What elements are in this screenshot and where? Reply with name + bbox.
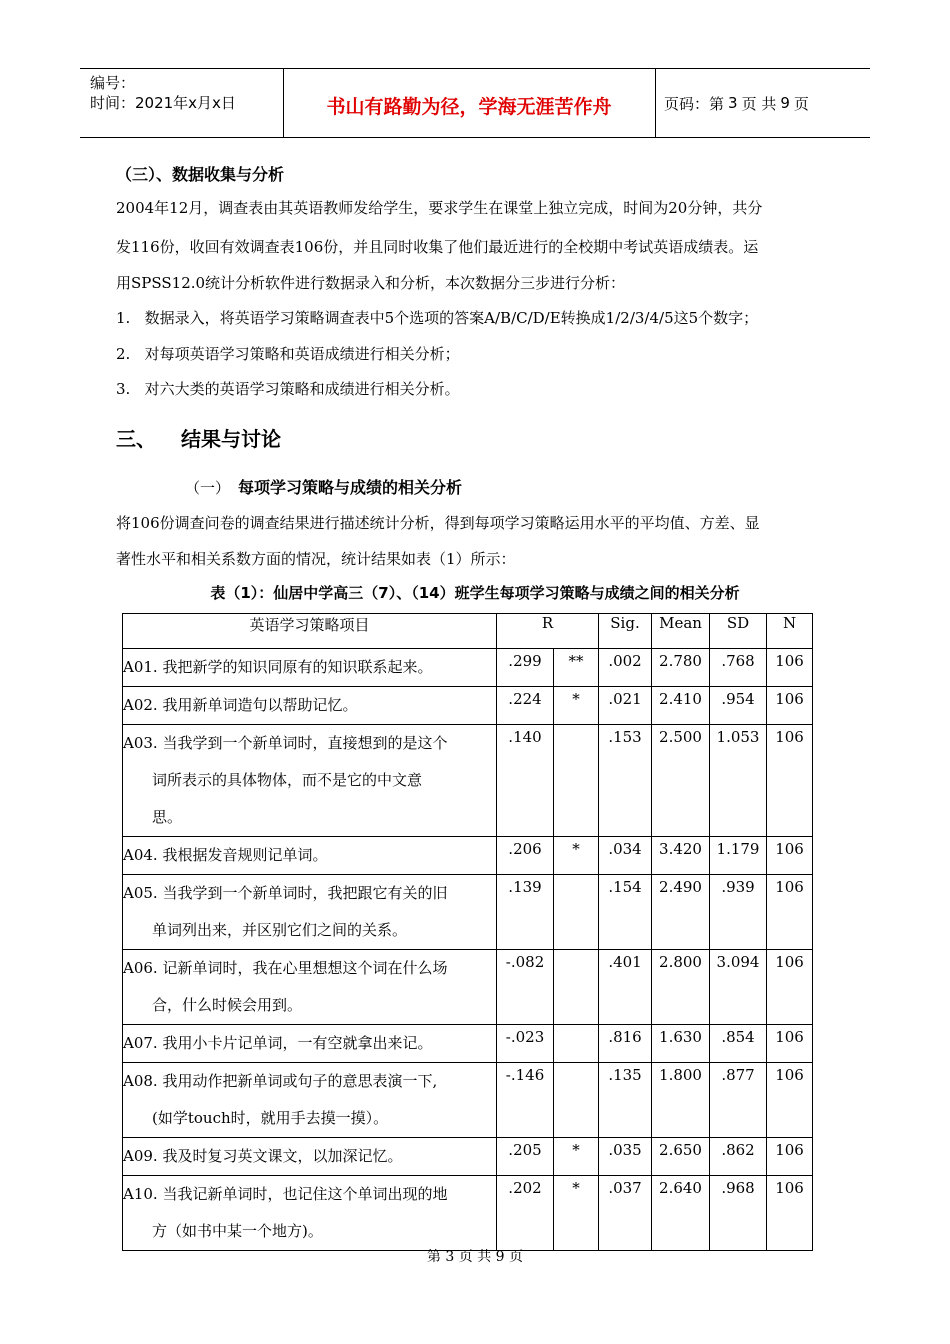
table-row <box>123 649 813 687</box>
cell-r: .202 <box>497 1176 554 1251</box>
table-row <box>123 875 813 950</box>
strategy-item-cell <box>123 725 497 837</box>
cell-sd: 3.094 <box>710 950 767 1025</box>
cell-n: 106 <box>767 687 813 725</box>
cell-sd: .862 <box>710 1138 767 1176</box>
cell-mean: 2.410 <box>652 687 710 725</box>
page-total: 9 <box>780 94 790 112</box>
strategy-item-text: (如学touch时，就用手去摸一摸）。 <box>152 1109 389 1127</box>
strategy-item-text: A03. 当我学到一个新单词时，直接想到的是这个 <box>123 734 448 752</box>
table-row <box>123 950 813 1025</box>
table-header-row <box>123 614 813 649</box>
strategy-item-cell <box>123 1176 497 1251</box>
strategy-item-cell <box>123 950 497 1025</box>
cell-star <box>554 950 599 1025</box>
step-item: 1. 数据录入，将英语学习策略调查表中5个选项的答案A/B/C/D/E转换成1/2/3/4/5这5个数字； <box>116 309 759 327</box>
table-row <box>123 837 813 875</box>
cell-sig: .153 <box>599 725 652 837</box>
table-row <box>123 1138 813 1176</box>
cell-r: .224 <box>497 687 554 725</box>
header-sig: Sig. <box>599 614 652 649</box>
cell-mean: 3.420 <box>652 837 710 875</box>
para-line: 用SPSS12.0统计分析软件进行数据录入和分析，本次数据分三步进行分析： <box>116 274 626 292</box>
cell-sig: .816 <box>599 1025 652 1063</box>
cell-star: * <box>554 1138 599 1176</box>
header-sd: SD <box>710 614 767 649</box>
cell-r: .299 <box>497 649 554 687</box>
header-mean: Mean <box>652 614 710 649</box>
strategy-item-text: 方（如书中某一个地方)。 <box>152 1222 323 1240</box>
strategy-table <box>122 613 813 1251</box>
cell-r: .139 <box>497 875 554 950</box>
cell-sig: .401 <box>599 950 652 1025</box>
cell-sd: 1.053 <box>710 725 767 837</box>
strategy-item-cell <box>123 1138 497 1176</box>
table-row <box>123 1063 813 1138</box>
strategy-item-text: A02. 我用新单词造句以帮助记忆。 <box>123 696 358 714</box>
strategy-item-text: 思。 <box>152 808 183 826</box>
cell-mean: 2.640 <box>652 1176 710 1251</box>
cell-n: 106 <box>767 1063 813 1138</box>
cell-mean: 1.630 <box>652 1025 710 1063</box>
table-caption: 表（1）：仙居中学高三（7）、（14）班学生每项学习策略与成绩之间的相关分析 <box>210 584 740 602</box>
strategy-item-text: 单词列出来，并区别它们之间的关系。 <box>152 921 408 939</box>
header-motto: 书山有路勤为径，学海无涯苦作舟 <box>283 69 656 137</box>
cell-sd: 1.179 <box>710 837 767 875</box>
table-row <box>123 1176 813 1251</box>
part-number: 三、 <box>116 427 156 451</box>
cell-sd: .968 <box>710 1176 767 1251</box>
strategy-item-text: A01. 我把新学的知识同原有的知识联系起来。 <box>123 658 433 676</box>
cell-sig: .021 <box>599 687 652 725</box>
cell-star: * <box>554 837 599 875</box>
strategy-item-text: 词所表示的具体物体，而不是它的中文意 <box>152 771 423 789</box>
cell-mean: 1.800 <box>652 1063 710 1138</box>
cell-n: 106 <box>767 1176 813 1251</box>
page-header <box>80 68 870 138</box>
header-number-label: 编号： <box>90 74 136 92</box>
cell-sig: .002 <box>599 649 652 687</box>
strategy-item-text: A05. 当我学到一个新单词时，我把跟它有关的旧 <box>123 884 448 902</box>
cell-sig: .034 <box>599 837 652 875</box>
cell-mean: 2.490 <box>652 875 710 950</box>
strategy-item-cell <box>123 687 497 725</box>
cell-n: 106 <box>767 950 813 1025</box>
cell-n: 106 <box>767 649 813 687</box>
cell-sd: .768 <box>710 649 767 687</box>
para-line: 发116份，收回有效调查表106份，并且同时收集了他们最近进行的全校期中考试英语成绩表。运 <box>116 238 759 256</box>
header-date: 时间：2021年x月x日 <box>90 94 236 112</box>
section-heading: （三）、数据收集与分析 <box>116 165 285 184</box>
page-current: 3 <box>728 94 738 112</box>
cell-star <box>554 1063 599 1138</box>
strategy-item-cell <box>123 1063 497 1138</box>
page-footer: 第 3 页 共 9 页 <box>426 1249 524 1265</box>
subsection-title: 每项学习策略与成绩的相关分析 <box>238 478 463 497</box>
part-title: 结果与讨论 <box>181 427 281 451</box>
cell-sig: .154 <box>599 875 652 950</box>
cell-mean: 2.800 <box>652 950 710 1025</box>
para-line: 2004年12月，调查表由其英语教师发给学生，要求学生在课堂上独立完成，时间为20分钟，共分 <box>116 199 763 217</box>
table-row <box>123 687 813 725</box>
header-r: R <box>497 614 599 649</box>
cell-mean: 2.650 <box>652 1138 710 1176</box>
cell-n: 106 <box>767 1025 813 1063</box>
cell-star <box>554 875 599 950</box>
page-mid: 页 共 <box>741 94 777 113</box>
cell-mean: 2.780 <box>652 649 710 687</box>
subsection-number: （一） <box>185 479 231 497</box>
cell-star: * <box>554 1176 599 1251</box>
table-row <box>123 1025 813 1063</box>
cell-r: .206 <box>497 837 554 875</box>
cell-n: 106 <box>767 837 813 875</box>
strategy-item-cell <box>123 837 497 875</box>
page-end: 页 <box>793 94 809 113</box>
strategy-item-text: A09. 我及时复习英文课文，以加深记忆。 <box>123 1147 403 1165</box>
cell-star: ** <box>554 649 599 687</box>
cell-star <box>554 725 599 837</box>
table-row <box>123 725 813 837</box>
cell-r: .205 <box>497 1138 554 1176</box>
strategy-item-text: A06. 记新单词时，我在心里想想这个词在什么场 <box>123 959 448 977</box>
strategy-item-text: A10. 当我记新单词时，也记住这个单词出现的地 <box>123 1185 448 1203</box>
cell-sig: .037 <box>599 1176 652 1251</box>
cell-r: -.146 <box>497 1063 554 1138</box>
cell-star: * <box>554 687 599 725</box>
header-page-info <box>656 69 870 137</box>
cell-sd: .877 <box>710 1063 767 1138</box>
intro-line: 著性水平和相关系数方面的情况，统计结果如表（1）所示： <box>116 550 516 568</box>
step-item: 3. 对六大类的英语学习策略和成绩进行相关分析。 <box>116 380 460 398</box>
page-label: 页码：第 <box>664 94 725 113</box>
strategy-item-text: A07. 我用小卡片记单词，一有空就拿出来记。 <box>123 1034 433 1052</box>
step-item: 2. 对每项英语学习策略和英语成绩进行相关分析； <box>116 345 460 363</box>
cell-r: -.023 <box>497 1025 554 1063</box>
strategy-item-text: A08. 我用动作把新单词或句子的意思表演一下, <box>123 1072 438 1090</box>
cell-n: 106 <box>767 875 813 950</box>
header-n: N <box>767 614 813 649</box>
cell-n: 106 <box>767 725 813 837</box>
strategy-item-text: 合，什么时候会用到。 <box>152 996 303 1014</box>
cell-star <box>554 1025 599 1063</box>
cell-sd: .954 <box>710 687 767 725</box>
cell-mean: 2.500 <box>652 725 710 837</box>
strategy-item-cell <box>123 1025 497 1063</box>
header-meta <box>80 69 284 137</box>
cell-n: 106 <box>767 1138 813 1176</box>
strategy-item-cell <box>123 649 497 687</box>
cell-sig: .035 <box>599 1138 652 1176</box>
cell-r: .140 <box>497 725 554 837</box>
strategy-item-text: A04. 我根据发音规则记单词。 <box>123 846 328 864</box>
cell-sd: .939 <box>710 875 767 950</box>
intro-line: 将106份调查问卷的调查结果进行描述统计分析，得到每项学习策略运用水平的平均值、方差、显 <box>116 514 760 532</box>
cell-sd: .854 <box>710 1025 767 1063</box>
header-item: 英语学习策略项目 <box>123 614 497 649</box>
strategy-item-cell <box>123 875 497 950</box>
cell-sig: .135 <box>599 1063 652 1138</box>
cell-r: -.082 <box>497 950 554 1025</box>
